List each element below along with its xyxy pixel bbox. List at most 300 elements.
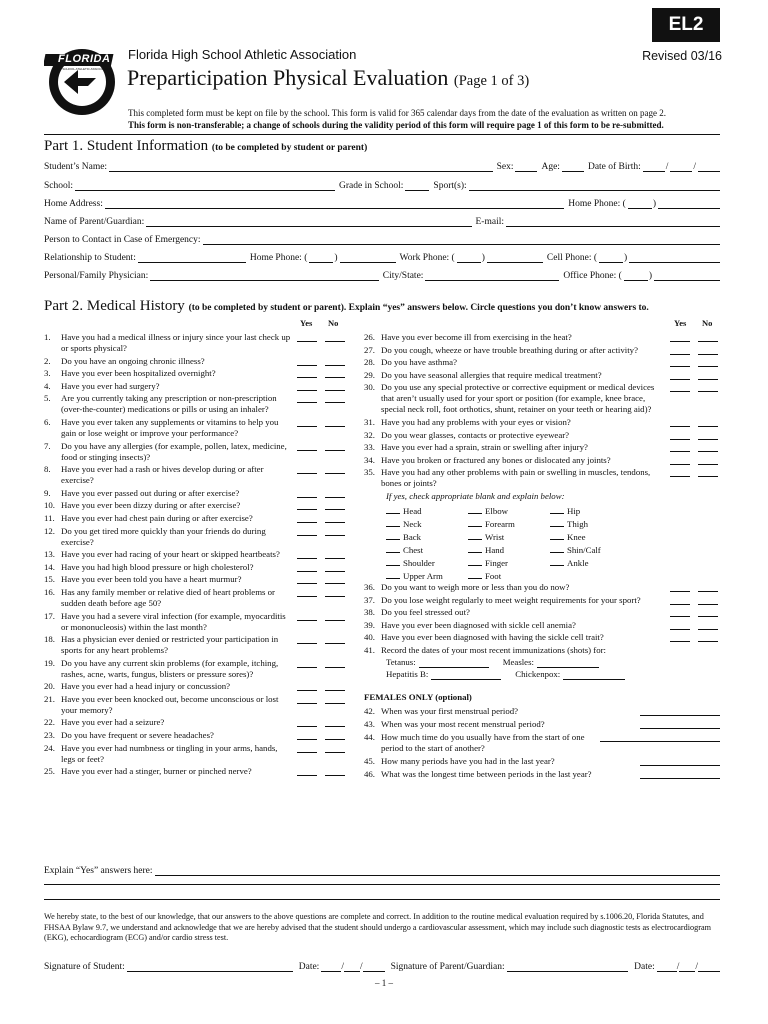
student-date-field[interactable] — [363, 961, 385, 972]
body-part-option[interactable] — [386, 530, 468, 543]
no-answer-blank[interactable] — [698, 632, 718, 642]
student-name-field[interactable] — [109, 161, 493, 172]
question-text: Have you ever taken any supplements or vitamins to help you gain or lose weight or improve your performance? — [61, 416, 279, 438]
immunization-field[interactable] — [563, 670, 625, 680]
email-label: E-mail: — [475, 217, 504, 227]
yes-answer-blank[interactable] — [670, 607, 690, 617]
question-number: 35. — [364, 467, 375, 478]
question-item — [364, 620, 720, 631]
yes-answer-blank[interactable] — [670, 632, 690, 642]
question-text: Have you ever had surgery? — [61, 380, 160, 391]
yes-answer-blank[interactable] — [670, 370, 690, 380]
immunization-label: Tetanus: — [386, 656, 416, 667]
cell-phone-area-field[interactable] — [599, 252, 623, 263]
yes-answer-blank[interactable] — [297, 574, 317, 584]
yes-answer-blank[interactable] — [670, 620, 690, 630]
immunization-field[interactable] — [419, 658, 489, 668]
part2-heading — [44, 298, 649, 315]
question-item — [364, 357, 720, 368]
acknowledgement-statement: We hereby state, to the best of our knowledge, that our answers to the above questions are complete and correct. In addition to the routine medical evaluation required by s.1006.20, Florida Statutes, and FHSAA Bylaw 9.7, we understand and acknowledge that we are hereby advised that the student should undergo a cardiovascular assessment, which may include such diagnostic tests as electrocardiogram (EKG), echocardiogram (ECG) and/or cardio stress test. — [44, 912, 711, 942]
student-name-label: Student’s Name: — [44, 162, 108, 172]
female-answer-field[interactable] — [640, 769, 720, 779]
question-text: Do you cough, wheeze or have trouble breathing during or after activity? — [381, 344, 638, 355]
question-number: 19. — [44, 657, 55, 668]
question-item — [44, 730, 349, 741]
body-part-checkbox[interactable] — [468, 517, 482, 527]
question-text: Record the dates of your most recent immunizations (shots) for: — [381, 644, 606, 655]
no-answer-blank[interactable] — [325, 717, 345, 727]
question-number: 5. — [44, 393, 51, 404]
transfer-notice: This form is non-transferable; a change of schools during the validity period of this form will require page 1 of this form to be re-submitted. — [128, 120, 664, 130]
cell-phone-label: Cell Phone: ( — [546, 253, 598, 263]
form-title-text: Preparticipation Physical Evaluation — [127, 65, 449, 90]
work-phone-area-field[interactable] — [457, 252, 481, 263]
body-part-checkbox[interactable] — [468, 530, 482, 540]
body-part-option[interactable] — [468, 530, 550, 543]
parent-date-field[interactable] — [698, 961, 720, 972]
question-item — [364, 595, 720, 606]
grade-field[interactable] — [405, 180, 429, 191]
physician-row: Personal/Family Physician: City/State: Office Phone: ( ) — [44, 265, 720, 281]
body-part-option[interactable] — [386, 517, 468, 530]
body-part-label: Finger — [485, 557, 508, 568]
school-row — [44, 175, 720, 191]
question-number: 36. — [364, 581, 375, 592]
no-answer-blank[interactable] — [698, 595, 718, 605]
part2-title: Part 2. Medical History — [44, 298, 185, 314]
question-item — [44, 549, 349, 560]
body-part-checkbox[interactable] — [550, 504, 564, 514]
female-answer-field[interactable] — [640, 719, 720, 729]
body-part-option[interactable] — [468, 517, 550, 530]
no-answer-blank[interactable] — [325, 526, 345, 536]
yes-answer-blank[interactable] — [297, 658, 317, 668]
body-part-label: Knee — [567, 531, 586, 542]
body-part-option[interactable] — [468, 569, 550, 582]
question-item — [44, 766, 349, 777]
question-item — [364, 706, 720, 717]
student-signature-field[interactable] — [127, 961, 293, 972]
dob-year-field[interactable] — [698, 161, 720, 172]
question-number: 26. — [364, 332, 375, 342]
question-number: 24. — [44, 742, 55, 753]
question-text: Have you ever been hospitalized overnight? — [61, 368, 216, 379]
question-text: Do you wear glasses, contacts or protective eyewear? — [381, 429, 570, 440]
yes-answer-blank[interactable] — [670, 345, 690, 355]
question-item — [44, 464, 349, 486]
home-address-field[interactable] — [105, 198, 564, 209]
question-number: 45. — [364, 755, 375, 766]
question-number: 2. — [44, 355, 51, 366]
explain-label: Explain “Yes” answers here: — [44, 866, 153, 876]
no-answer-blank[interactable] — [698, 607, 718, 617]
no-answer-blank[interactable] — [698, 332, 718, 342]
question-item — [44, 526, 349, 548]
body-part-checkbox[interactable] — [386, 569, 400, 579]
body-part-option[interactable] — [386, 556, 468, 569]
body-part-checkbox[interactable] — [386, 543, 400, 553]
question-text: Do you have seasonal allergies that require medical treatment? — [381, 369, 602, 380]
yes-answer-blank[interactable] — [297, 730, 317, 740]
part2-subtitle: (to be completed by student or parent). Explain “yes” answers below. Circle questions you don’t know answers to. — [188, 303, 649, 313]
emergency-row — [44, 229, 720, 245]
question-number: 21. — [44, 693, 55, 704]
question-number: 43. — [364, 718, 375, 729]
physician-field[interactable] — [150, 270, 379, 281]
question-item — [44, 574, 349, 585]
question-item — [44, 513, 349, 524]
question-text: Are you currently taking any prescription or non-prescription (over-the-counter) medications or pills or using an inhaler? — [61, 393, 277, 415]
home-address-label: Home Address: — [44, 199, 103, 209]
question-number: 44. — [364, 731, 375, 742]
relationship-field[interactable] — [138, 252, 246, 263]
question-number: 11. — [44, 512, 55, 523]
no-answer-blank[interactable] — [325, 766, 345, 776]
body-part-checkbox[interactable] — [386, 517, 400, 527]
office-phone-area-field[interactable] — [624, 270, 648, 281]
no-answer-blank[interactable] — [325, 381, 345, 391]
question-item — [364, 769, 720, 780]
question-number: 23. — [44, 730, 55, 741]
question-item — [364, 582, 720, 593]
question-text: When was your most recent menstrual period? — [381, 718, 545, 729]
divider — [44, 134, 720, 135]
no-answer-blank[interactable] — [325, 464, 345, 474]
question-text: Has a physician ever denied or restricted your participation in sports for any heart problems? — [61, 634, 279, 656]
page-number: – 1 – — [375, 978, 393, 988]
body-part-option[interactable] — [468, 556, 550, 569]
no-answer-blank[interactable] — [698, 455, 718, 465]
no-answer-blank[interactable] — [698, 430, 718, 440]
no-answer-blank[interactable] — [325, 549, 345, 559]
no-answer-blank[interactable] — [325, 694, 345, 704]
cell-phone-field[interactable] — [629, 252, 720, 263]
yes-answer-blank[interactable] — [297, 513, 317, 523]
question-number: 27. — [364, 344, 375, 355]
question-text: Do you lose weight regularly to meet weight requirements for your sport? — [381, 594, 641, 605]
body-part-checkbox[interactable] — [550, 517, 564, 527]
no-answer-blank[interactable] — [325, 368, 345, 378]
student-name-row: Student’s Name: Sex: Age: Date of Birth: / / — [44, 156, 720, 172]
yes-answer-blank[interactable] — [297, 562, 317, 572]
yes-answer-blank[interactable] — [297, 694, 317, 704]
question-text: What was the longest time between periods in the last year? — [381, 768, 592, 779]
body-part-checkbox[interactable] — [468, 543, 482, 553]
question-number: 33. — [364, 442, 375, 453]
no-answer-blank[interactable] — [325, 500, 345, 510]
sex-field[interactable] — [515, 161, 537, 172]
female-answer-field[interactable] — [600, 732, 720, 742]
body-part-label: Ankle — [567, 557, 589, 568]
no-answer-blank[interactable] — [325, 356, 345, 366]
body-part-checkbox[interactable] — [550, 530, 564, 540]
question-item — [44, 658, 349, 680]
school-label: School: — [44, 181, 74, 191]
dob-day-field[interactable] — [670, 161, 692, 172]
question-number: 9. — [44, 487, 51, 498]
yes-answer-blank[interactable] — [670, 382, 690, 392]
no-answer-blank[interactable] — [698, 582, 718, 592]
home-phone2-field[interactable] — [340, 252, 396, 263]
no-answer-blank[interactable] — [325, 393, 345, 403]
question-item — [364, 332, 720, 343]
body-part-checkbox[interactable] — [550, 556, 564, 566]
question-text: Has any family member or relative died of heart problems or sudden death before age 50? — [61, 586, 275, 608]
no-answer-blank[interactable] — [698, 467, 718, 477]
yes-answer-blank[interactable] — [297, 381, 317, 391]
question-item — [44, 562, 349, 573]
body-part-label: Shin/Calf — [567, 544, 601, 555]
yes-answer-blank[interactable] — [297, 332, 317, 342]
question-text: When was your first menstrual period? — [381, 705, 519, 716]
question-item — [364, 467, 720, 489]
yes-answer-blank[interactable] — [670, 595, 690, 605]
yes-answer-blank[interactable] — [297, 368, 317, 378]
question-text: Have you ever had a sprain, strain or swelling after injury? — [381, 442, 588, 453]
immunization-field[interactable] — [537, 658, 599, 668]
emergency-label: Person to Contact in Case of Emergency: — [44, 235, 201, 245]
body-part-checkbox[interactable] — [386, 556, 400, 566]
female-answer-field[interactable] — [640, 706, 720, 716]
parent-label: Name of Parent/Guardian: — [44, 217, 145, 227]
question-number: 4. — [44, 380, 51, 391]
no-answer-blank[interactable] — [698, 345, 718, 355]
question-item — [364, 607, 720, 618]
email-field[interactable] — [506, 216, 720, 227]
yes-answer-blank[interactable] — [297, 681, 317, 691]
no-answer-blank[interactable] — [698, 382, 718, 392]
yes-answer-blank[interactable] — [670, 455, 690, 465]
no-answer-blank[interactable] — [325, 743, 345, 753]
body-part-option[interactable] — [550, 543, 632, 556]
question-text: Have you ever had chest pain during or after exercise? — [61, 512, 253, 523]
yes-answer-blank[interactable] — [297, 500, 317, 510]
association-name: Florida High School Athletic Association — [128, 47, 357, 62]
yes-answer-blank[interactable] — [297, 488, 317, 498]
no-answer-blank[interactable] — [325, 441, 345, 451]
body-part-checkbox[interactable] — [386, 530, 400, 540]
body-part-checkbox[interactable] — [468, 556, 482, 566]
question-item — [44, 417, 349, 439]
yes-answer-blank[interactable] — [297, 587, 317, 597]
yes-answer-blank[interactable] — [670, 417, 690, 427]
body-part-option[interactable] — [386, 569, 468, 582]
explain-line-3[interactable] — [44, 899, 720, 900]
yes-answer-blank[interactable] — [297, 611, 317, 621]
school-field[interactable] — [75, 180, 335, 191]
yes-answer-blank[interactable] — [297, 717, 317, 727]
question-item — [44, 368, 349, 379]
parent-date-label: Date: — [634, 962, 655, 972]
age-label: Age: — [541, 162, 560, 172]
part1-subtitle: (to be completed by student or parent) — [211, 143, 368, 153]
yes-answer-blank[interactable] — [297, 393, 317, 403]
home-phone-area-field[interactable] — [628, 198, 652, 209]
body-part-label: Elbow — [485, 505, 508, 516]
home-phone-label: Home Phone: ( — [568, 199, 626, 209]
question-number: 37. — [364, 594, 375, 605]
question-item — [44, 500, 349, 511]
form-code-badge: EL2 — [652, 8, 720, 42]
body-part-option[interactable] — [550, 517, 632, 530]
parent-field[interactable] — [146, 216, 471, 227]
immunization-label: Measles: — [502, 656, 534, 667]
yes-answer-blank[interactable] — [297, 549, 317, 559]
question-number: 1. — [44, 332, 51, 342]
body-part-option[interactable] — [386, 543, 468, 556]
yes-answer-blank[interactable] — [297, 526, 317, 536]
question-number: 14. — [44, 561, 55, 572]
question-number: 17. — [44, 610, 55, 621]
question-text: Do you have frequent or severe headaches? — [61, 730, 214, 741]
yes-answer-blank[interactable] — [297, 766, 317, 776]
question-item — [44, 381, 349, 392]
explain-field[interactable] — [155, 866, 720, 876]
question-number: 46. — [364, 768, 375, 779]
no-answer-blank[interactable] — [325, 562, 345, 572]
body-part-label: Forearm — [485, 518, 515, 529]
office-phone-field[interactable] — [654, 270, 720, 281]
question-item — [364, 732, 720, 754]
no-answer-blank[interactable] — [698, 417, 718, 427]
question-number: 3. — [44, 368, 51, 379]
explain-row — [44, 864, 720, 876]
immunization-row — [386, 668, 720, 680]
no-answer-blank[interactable] — [325, 634, 345, 644]
body-part-checkbox[interactable] — [468, 504, 482, 514]
no-answer-blank[interactable] — [325, 513, 345, 523]
body-part-checkbox[interactable] — [386, 504, 400, 514]
immunization-row — [386, 656, 720, 668]
question-number: 8. — [44, 464, 51, 475]
no-answer-blank[interactable] — [325, 417, 345, 427]
no-header-right: No — [702, 318, 713, 328]
no-answer-blank[interactable] — [698, 370, 718, 380]
explain-line-2[interactable] — [44, 884, 720, 885]
yes-answer-blank[interactable] — [670, 430, 690, 440]
body-part-option[interactable] — [468, 543, 550, 556]
yes-answer-blank[interactable] — [297, 634, 317, 644]
question-text: Have you ever had a stinger, burner or pinched nerve? — [61, 766, 252, 777]
no-answer-blank[interactable] — [325, 332, 345, 342]
body-part-option[interactable] — [468, 504, 550, 517]
question-text: Have you ever become ill from exercising in the heat? — [381, 332, 572, 342]
yes-answer-blank[interactable] — [670, 357, 690, 367]
question-text: Have you ever had numbness or tingling in your arms, hands, legs or feet? — [61, 742, 278, 764]
female-answer-field[interactable] — [640, 756, 720, 766]
yes-answer-blank[interactable] — [670, 467, 690, 477]
physician-label: Personal/Family Physician: — [44, 271, 149, 281]
body-part-label: Upper Arm — [403, 570, 443, 581]
question-number: 38. — [364, 607, 375, 618]
no-answer-blank[interactable] — [325, 574, 345, 584]
body-part-option[interactable] — [550, 504, 632, 517]
question-number: 20. — [44, 681, 55, 692]
dob-month-field[interactable] — [643, 161, 665, 172]
question-item — [44, 332, 349, 354]
no-answer-blank[interactable] — [698, 442, 718, 452]
sex-label: Sex: — [496, 162, 514, 172]
question-item — [364, 345, 720, 356]
question-number: 34. — [364, 454, 375, 465]
question-text: Have you ever been diagnosed with having the sickle cell trait? — [381, 632, 604, 643]
question-number: 22. — [44, 717, 55, 728]
work-phone-field[interactable] — [487, 252, 543, 263]
body-part-label: Back — [403, 531, 422, 542]
yes-answer-blank[interactable] — [670, 582, 690, 592]
yes-answer-blank[interactable] — [297, 743, 317, 753]
age-field[interactable] — [562, 161, 584, 172]
body-part-label: Foot — [485, 570, 502, 581]
immunization-field[interactable] — [431, 670, 501, 680]
logo-subtext: HIGH SCHOOL ATHLETIC ASSOCIATION — [54, 67, 111, 71]
yes-answer-blank[interactable] — [670, 332, 690, 342]
no-answer-blank[interactable] — [698, 620, 718, 630]
no-answer-blank[interactable] — [325, 681, 345, 691]
sports-field[interactable] — [469, 180, 720, 191]
question-text: Have you had a severe viral infection (for example, myocarditis or mononucleosis) within the last month? — [61, 610, 286, 632]
question-text: Have you had any problems with your eyes or vision? — [381, 416, 571, 427]
yes-answer-blank[interactable] — [297, 356, 317, 366]
question-number: 42. — [364, 705, 375, 716]
work-phone-label: Work Phone: ( — [399, 253, 455, 263]
parent-signature-field[interactable] — [507, 961, 629, 972]
no-answer-blank[interactable] — [325, 730, 345, 740]
body-part-label: Neck — [403, 518, 422, 529]
question-number: 6. — [44, 416, 51, 427]
body-part-option[interactable] — [386, 504, 468, 517]
emergency-field[interactable] — [203, 234, 720, 245]
yes-answer-blank[interactable] — [297, 417, 317, 427]
body-part-checkbox[interactable] — [468, 569, 482, 579]
page-label: (Page 1 of 3) — [453, 73, 530, 89]
body-parts-note: If yes, check appropriate blank and explain below: — [386, 490, 565, 501]
sports-label: Sport(s): — [433, 181, 467, 191]
question-text: Have you had any other problems with pain or swelling in muscles, tendons, bones or joints? — [381, 467, 651, 489]
question-item — [44, 488, 349, 499]
question-number: 31. — [364, 416, 375, 427]
question-text: Have you ever been diagnosed with sickle cell anemia? — [381, 619, 576, 630]
question-text: Have you ever been knocked out, become unconscious or lost your memory? — [61, 693, 279, 715]
parent-row — [44, 211, 720, 227]
questions-right-column — [364, 332, 720, 782]
no-answer-blank[interactable] — [325, 611, 345, 621]
yes-answer-blank[interactable] — [670, 442, 690, 452]
question-text: Do you have an ongoing chronic illness? — [61, 355, 205, 366]
no-answer-blank[interactable] — [698, 357, 718, 367]
question-number: 41. — [364, 644, 375, 655]
body-part-option[interactable] — [550, 556, 632, 569]
question-item — [364, 430, 720, 441]
question-text: How much time do you usually have from the start of one period to the start of another? — [381, 731, 585, 753]
relationship-row: Relationship to Student: Home Phone: ( ) Work Phone: ( ) Cell Phone: ( ) — [44, 247, 720, 263]
no-answer-blank[interactable] — [325, 488, 345, 498]
no-answer-blank[interactable] — [325, 587, 345, 597]
yes-answer-blank[interactable] — [297, 441, 317, 451]
home-phone-field[interactable] — [658, 198, 720, 209]
yes-answer-blank[interactable] — [297, 464, 317, 474]
body-part-label: Shoulder — [403, 557, 435, 568]
home-phone2-area-field[interactable] — [309, 252, 333, 263]
question-number: 10. — [44, 500, 55, 511]
question-text: Have you ever been dizzy during or after exercise? — [61, 500, 241, 511]
body-part-checkbox[interactable] — [550, 543, 564, 553]
question-item — [364, 632, 720, 643]
yes-header-left: Yes — [300, 318, 313, 328]
no-answer-blank[interactable] — [325, 658, 345, 668]
body-part-option[interactable] — [550, 530, 632, 543]
city-state-field[interactable] — [425, 270, 559, 281]
